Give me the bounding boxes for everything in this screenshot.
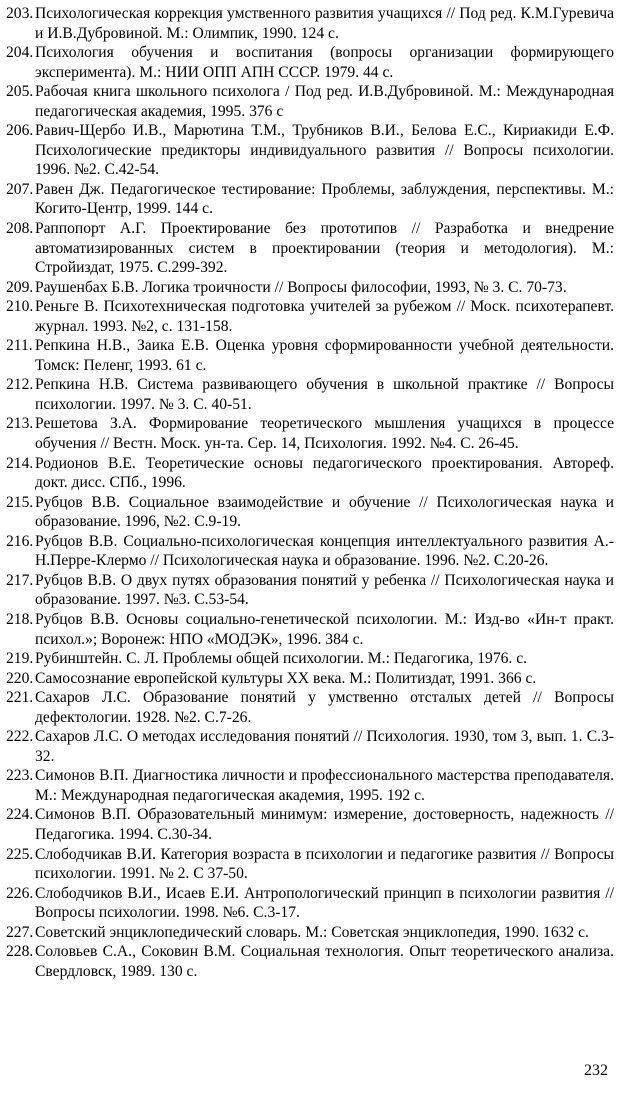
reference-text: Психологическая коррекция умственного развития учащихся // Под ред. К.М.Гуревича и И.В.Дубровиной. М.: Олимпик, 1990. 124 с. <box>35 5 614 42</box>
reference-entry <box>6 766 614 805</box>
reference-entry <box>6 493 614 532</box>
reference-text: Равен Дж. Педагогическое тестирование: Проблемы, заблуждения, перспективы. М.: Когито-Центр, 1999. 144 с. <box>35 180 614 218</box>
reference-text: Слободчиков В.И., Исаев Е.И. Антропологический принцип в психологии развития // Вопросы психологии. 1998. №6. С.3-17. <box>35 884 614 922</box>
reference-entry <box>6 942 614 981</box>
reference-list <box>6 4 614 981</box>
reference-entry <box>6 669 614 689</box>
reference-text: Рубинштейн. С. Л. Проблемы общей психологии. М.: Педагогика, 1976. с. <box>35 650 528 668</box>
reference-number: 226. <box>6 884 34 902</box>
reference-number: 227. <box>6 923 34 941</box>
reference-text: Соловьев С.А., Соковин В.М. Социальная технология. Опыт теоретического анализа. Свердловск, 1989. 130 с. <box>35 943 614 980</box>
reference-text: Сахаров Л.С. Образование понятий у умственно отсталых детей // Вопросы дефектологии. 1928. №2. С.7-26. <box>35 689 614 726</box>
reference-entry <box>6 297 614 336</box>
reference-entry <box>6 805 614 844</box>
reference-number: 220. <box>6 669 34 687</box>
reference-number: 215. <box>6 493 34 511</box>
reference-text: Самосознание европейской культуры XX века. М.: Политиздат, 1991. 366 с. <box>35 669 537 687</box>
reference-number: 216. <box>6 532 34 550</box>
reference-number: 222. <box>6 728 34 746</box>
reference-number: 209. <box>6 278 34 296</box>
reference-number: 205. <box>6 83 34 101</box>
reference-text: Рабочая книга школьного психолога / Под ред. И.В.Дубровиной. М.: Международная педагогическая академия, 1995. 376 с <box>35 83 614 120</box>
reference-entry <box>6 43 614 82</box>
reference-number: 219. <box>6 650 34 668</box>
reference-text: Рубцов В.В. Социальное взаимодействие и обучение // Психологическая наука и образование. 1996, №2. С.9-19. <box>35 493 614 531</box>
reference-text: Решетова З.А. Формирование теоретического мышления учащихся в процессе обучения // Вестн. Моск. ун-та. Сер. 14, Психология. 1992. №4. С. 26-45. <box>35 415 614 453</box>
reference-text: Репкина Н.В. Система развивающего обучения в школьной практике // Вопросы психологии. 1997. № 3. С. 40-51. <box>35 376 614 413</box>
reference-entry <box>6 610 614 649</box>
reference-number: 213. <box>6 415 34 433</box>
reference-number: 212. <box>6 376 34 394</box>
reference-entry <box>6 180 614 219</box>
reference-number: 218. <box>6 610 34 628</box>
reference-number: 208. <box>6 220 34 238</box>
reference-entry <box>6 727 614 766</box>
reference-number: 228. <box>6 943 34 961</box>
reference-entry <box>6 219 614 278</box>
reference-number: 204. <box>6 44 34 62</box>
reference-text: Раушенбах Б.В. Логика троичности // Вопросы философии, 1993, № 3. С. 70-73. <box>35 278 567 296</box>
reference-number: 211. <box>6 337 33 355</box>
reference-number: 223. <box>6 767 34 785</box>
reference-entry <box>6 688 614 727</box>
reference-text: Симонов В.П. Образовательный минимум: измерение, достоверность, надежность // Педагогика. 1994. С.30-34. <box>35 806 614 843</box>
reference-text: Советский энциклопедический словарь. М.: Советская энциклопедия, 1990. 1632 с. <box>35 923 589 941</box>
reference-entry <box>6 414 614 453</box>
page-number: 232 <box>584 1062 608 1079</box>
reference-text: Родионов В.Е. Теоретические основы педагогического проектирования. Автореф. докт. дисс. СПб., 1996. <box>35 454 614 492</box>
reference-text: Репкина Н.В., Заика Е.В. Оценка уровня сформированности учебной деятельности. Томск: Пеленг, 1993. 61 с. <box>35 337 614 374</box>
reference-text: Равич-Щербо И.В., Марютина Т.М., Трубников В.И., Белова Е.С., Кириакиди Е.Ф. Психологические предикторы индивидуального развития // Вопросы психологии. 1996. №2. С.42-54. <box>35 122 614 179</box>
reference-text: Рубцов В.В. О двух путях образования понятий у ребенка // Психологическая наука и образование. 1997. №3. С.53-54. <box>35 571 614 609</box>
reference-number: 217. <box>6 571 34 589</box>
reference-entry <box>6 845 614 884</box>
reference-text: Слободчикав В.И. Категория возраста в психологии и педагогике развития // Вопросы психологии. 1991. № 2. С 37-50. <box>35 845 614 883</box>
reference-entry <box>6 532 614 571</box>
reference-text: Рубцов В.В. Социально-психологическая концепция интеллектуального развития А.-Н.Перре-Клермо // Психологическая наука и образование. 1996. №2. С.20-26. <box>35 532 614 570</box>
reference-number: 221. <box>6 689 34 707</box>
reference-entry <box>6 375 614 414</box>
reference-text: Раппопорт А.Г. Проектирование без прототипов // Разработка и внедрение автоматизированных систем в проектировании (теория и методология). М.: Стройиздат, 1975. С.299-392. <box>35 220 614 277</box>
reference-text: Реньге В. Психотехническая подготовка учителей за рубежом // Моск. психотерапевт. журнал. 1993. №2, с. 131-158. <box>35 298 614 335</box>
reference-text: Психология обучения и воспитания (вопросы организации формирующего эксперимента). М.: НИИ ОПП АПН СССР. 1979. 44 с. <box>35 44 614 81</box>
reference-number: 210. <box>6 298 34 316</box>
reference-entry <box>6 278 614 298</box>
reference-number: 225. <box>6 845 34 863</box>
reference-entry <box>6 884 614 923</box>
reference-text: Сахаров Л.С. О методах исследования понятий // Психология. 1930, том 3, вып. 1. С.3-32. <box>35 728 614 765</box>
reference-text: Симонов В.П. Диагностика личности и профессионального мастерства преподавателя. М.: Международная педагогическая академия, 1995. 192 с. <box>35 767 614 804</box>
reference-entry <box>6 454 614 493</box>
reference-entry <box>6 571 614 610</box>
reference-entry <box>6 82 614 121</box>
reference-entry <box>6 4 614 43</box>
reference-entry <box>6 649 614 669</box>
reference-number: 207. <box>6 180 34 198</box>
reference-entry <box>6 923 614 943</box>
reference-number: 224. <box>6 806 34 824</box>
reference-number: 206. <box>6 122 34 140</box>
reference-text: Рубцов В.В. Основы социально-генетической психологии. М.: Изд-во «Ин-т практ. психол.»; Воронеж: НПО «МОДЭК», 1996. 384 с. <box>35 610 614 648</box>
reference-entry <box>6 121 614 180</box>
reference-entry <box>6 336 614 375</box>
reference-number: 203. <box>6 5 34 22</box>
reference-number: 214. <box>6 454 34 472</box>
